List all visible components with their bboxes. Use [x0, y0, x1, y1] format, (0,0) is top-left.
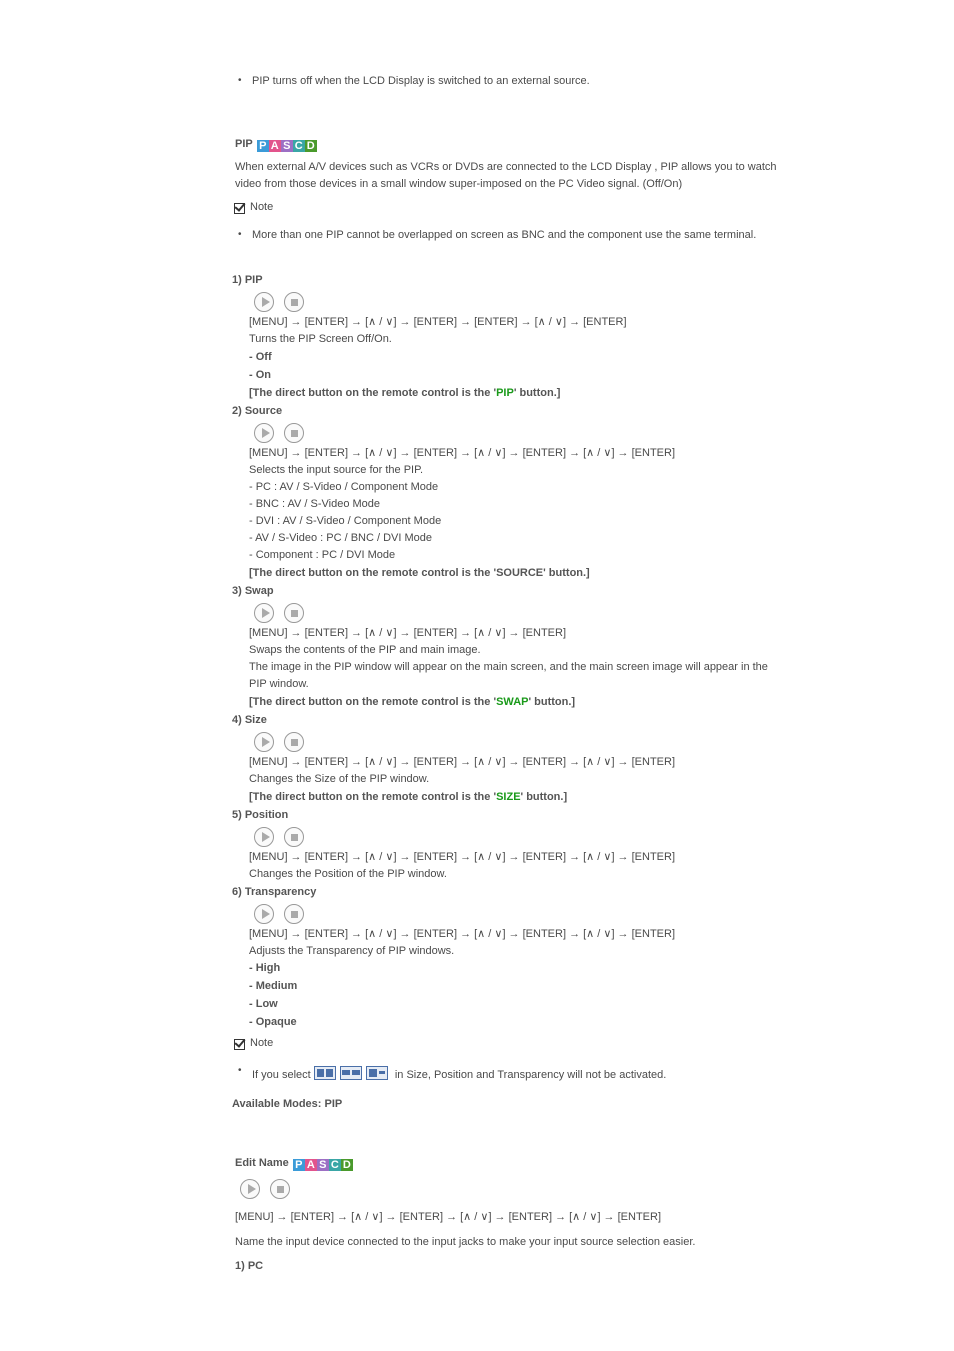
- badge-c: C: [293, 140, 305, 152]
- play-button-icon[interactable]: [254, 603, 274, 623]
- item-source-line: - PC : AV / S-Video / Component Mode: [249, 481, 439, 493]
- item-size-desc: Changes the Size of the PIP window.: [249, 773, 430, 785]
- item-transparency-desc: Adjusts the Transparency of PIP windows.: [249, 945, 455, 957]
- pip-size-wide-icon: [340, 1066, 362, 1080]
- bullet-icon: •: [238, 75, 242, 86]
- stop-button-icon[interactable]: [284, 827, 304, 847]
- item-position-desc: Changes the Position of the PIP window.: [249, 868, 447, 880]
- play-controls: [254, 423, 314, 443]
- mode-badge: [257, 140, 317, 152]
- direct-pre: [The direct button on the remote control is the ': [249, 791, 497, 803]
- pip-desc-line1: When external A/V devices such as VCRs or DVDs are connected to the LCD Display , PIP allows you to watch: [235, 161, 777, 173]
- direct-key-swap: SWAP: [496, 696, 529, 708]
- play-button-icon[interactable]: [254, 904, 274, 924]
- play-button-icon[interactable]: [254, 292, 274, 312]
- item-source-line: - BNC : AV / S-Video Mode: [249, 498, 381, 510]
- item-pip-heading: 1) PIP: [232, 274, 263, 286]
- badge-c: C: [329, 1159, 341, 1171]
- play-button-icon[interactable]: [254, 732, 274, 752]
- item-pip-opt-off: - Off: [249, 351, 272, 363]
- pip-title-text: PIP: [235, 138, 253, 150]
- stop-button-icon[interactable]: [284, 423, 304, 443]
- item-swap-desc2: The image in the PIP window will appear on the main screen, and the main screen image will appear in the: [249, 661, 768, 673]
- stop-button-icon[interactable]: [284, 732, 304, 752]
- item-position-heading: 5) Position: [232, 809, 289, 821]
- item-source-line: - Component : PC / DVI Mode: [249, 549, 396, 561]
- stop-button-icon[interactable]: [270, 1179, 290, 1199]
- pip-section-title: [235, 137, 317, 152]
- edit-name-item-pc: 1) PC: [235, 1260, 264, 1272]
- edit-name-desc: Name the input device connected to the input jacks to make your input source selection easier.: [235, 1236, 696, 1248]
- item-transparency-path: [MENU] → [ENTER] → [∧ / ∨] → [ENTER] → [∧ / ∨] → [ENTER] → [∧ / ∨] → [ENTER]: [249, 928, 676, 940]
- badge-s: S: [317, 1159, 329, 1171]
- item-transparency-opt: - Medium: [249, 980, 298, 992]
- item-swap-heading: 3) Swap: [232, 585, 274, 597]
- direct-pre: [The direct button on the remote control is the ': [249, 387, 497, 399]
- badge-s: S: [281, 140, 293, 152]
- badge-d: D: [305, 140, 317, 152]
- item-transparency-heading: 6) Transparency: [232, 886, 317, 898]
- item-size-heading: 4) Size: [232, 714, 267, 726]
- badge-p: P: [293, 1159, 305, 1171]
- item-swap-desc1: Swaps the contents of the PIP and main image.: [249, 644, 481, 656]
- note-checkbox-icon: [234, 1039, 245, 1050]
- play-controls: [254, 827, 314, 847]
- item-pip-path: [MENU] → [ENTER] → [∧ / ∨] → [ENTER] → [ENTER] → [∧ / ∨] → [ENTER]: [249, 316, 627, 328]
- note2-pre: If you select: [252, 1069, 311, 1081]
- item-source-line: - AV / S-Video : PC / BNC / DVI Mode: [249, 532, 432, 544]
- note-checkbox-icon: [234, 203, 245, 214]
- edit-name-title: [235, 1156, 353, 1171]
- edit-name-path: [MENU] → [ENTER] → [∧ / ∨] → [ENTER] → [∧ / ∨] → [ENTER] → [∧ / ∨] → [ENTER]: [235, 1211, 662, 1223]
- item-pip-opt-on: - On: [249, 369, 271, 381]
- direct-key-size: SIZE: [496, 791, 521, 803]
- item-source-desc: Selects the input source for the PIP.: [249, 464, 424, 476]
- stop-button-icon[interactable]: [284, 603, 304, 623]
- note-label: Note: [250, 201, 274, 213]
- play-controls: [254, 603, 314, 623]
- bullet-icon: •: [238, 1065, 242, 1076]
- item-source-direct: [The direct button on the remote control is the 'SOURCE' button.]: [249, 567, 590, 579]
- top-bullet-text: PIP turns off when the LCD Display is switched to an external source.: [252, 75, 590, 87]
- item-source-line: - DVI : AV / S-Video / Component Mode: [249, 515, 442, 527]
- play-controls: [254, 904, 314, 924]
- item-swap-path: [MENU] → [ENTER] → [∧ / ∨] → [ENTER] → [∧ / ∨] → [ENTER]: [249, 627, 567, 639]
- stop-button-icon[interactable]: [284, 904, 304, 924]
- item-transparency-opt: - Opaque: [249, 1016, 297, 1028]
- item-size-path: [MENU] → [ENTER] → [∧ / ∨] → [ENTER] → [∧ / ∨] → [ENTER] → [∧ / ∨] → [ENTER]: [249, 756, 676, 768]
- badge-a: A: [269, 140, 281, 152]
- note2-label: Note: [250, 1037, 274, 1049]
- badge-a: A: [305, 1159, 317, 1171]
- play-controls: [240, 1179, 300, 1199]
- item-source-path: [MENU] → [ENTER] → [∧ / ∨] → [ENTER] → [∧ / ∨] → [ENTER] → [∧ / ∨] → [ENTER]: [249, 447, 676, 459]
- item-pip-direct: [249, 386, 560, 400]
- item-transparency-opt: - High: [249, 962, 281, 974]
- pip-size-large-icon: [314, 1066, 336, 1080]
- play-controls: [254, 732, 314, 752]
- direct-post: ' button.]: [520, 791, 568, 803]
- direct-post: ' button.]: [528, 696, 576, 708]
- item-pip-desc: Turns the PIP Screen Off/On.: [249, 333, 392, 345]
- play-button-icon[interactable]: [240, 1179, 260, 1199]
- badge-d: D: [341, 1159, 353, 1171]
- stop-button-icon[interactable]: [284, 292, 304, 312]
- available-modes: Available Modes: PIP: [232, 1098, 343, 1110]
- item-swap-desc3: PIP window.: [249, 678, 309, 690]
- item-size-direct: [249, 790, 567, 804]
- item-swap-direct: [249, 695, 575, 709]
- bullet-icon: •: [238, 229, 242, 240]
- play-controls: [254, 292, 314, 312]
- direct-pre: [The direct button on the remote control is the ': [249, 696, 497, 708]
- pip-desc-line2: video from those devices in a small window super-imposed on the PC Video signal. (Off/On): [235, 178, 683, 190]
- note-bullet-text: More than one PIP cannot be overlapped on screen as BNC and the component use the same terminal.: [252, 229, 757, 241]
- direct-key-pip: PIP: [496, 387, 514, 399]
- item-source-heading: 2) Source: [232, 405, 283, 417]
- edit-name-title-text: Edit Name: [235, 1157, 289, 1169]
- pip-size-small-icon: [366, 1066, 388, 1080]
- mode-badge: [293, 1159, 353, 1171]
- play-button-icon[interactable]: [254, 827, 274, 847]
- play-button-icon[interactable]: [254, 423, 274, 443]
- direct-post: ' button.]: [513, 387, 561, 399]
- item-transparency-opt: - Low: [249, 998, 278, 1010]
- item-position-path: [MENU] → [ENTER] → [∧ / ∨] → [ENTER] → [∧ / ∨] → [ENTER] → [∧ / ∨] → [ENTER]: [249, 851, 676, 863]
- note2-post: in Size, Position and Transparency will not be activated.: [394, 1069, 667, 1081]
- note2-text: [252, 1066, 666, 1082]
- badge-p: P: [257, 140, 269, 152]
